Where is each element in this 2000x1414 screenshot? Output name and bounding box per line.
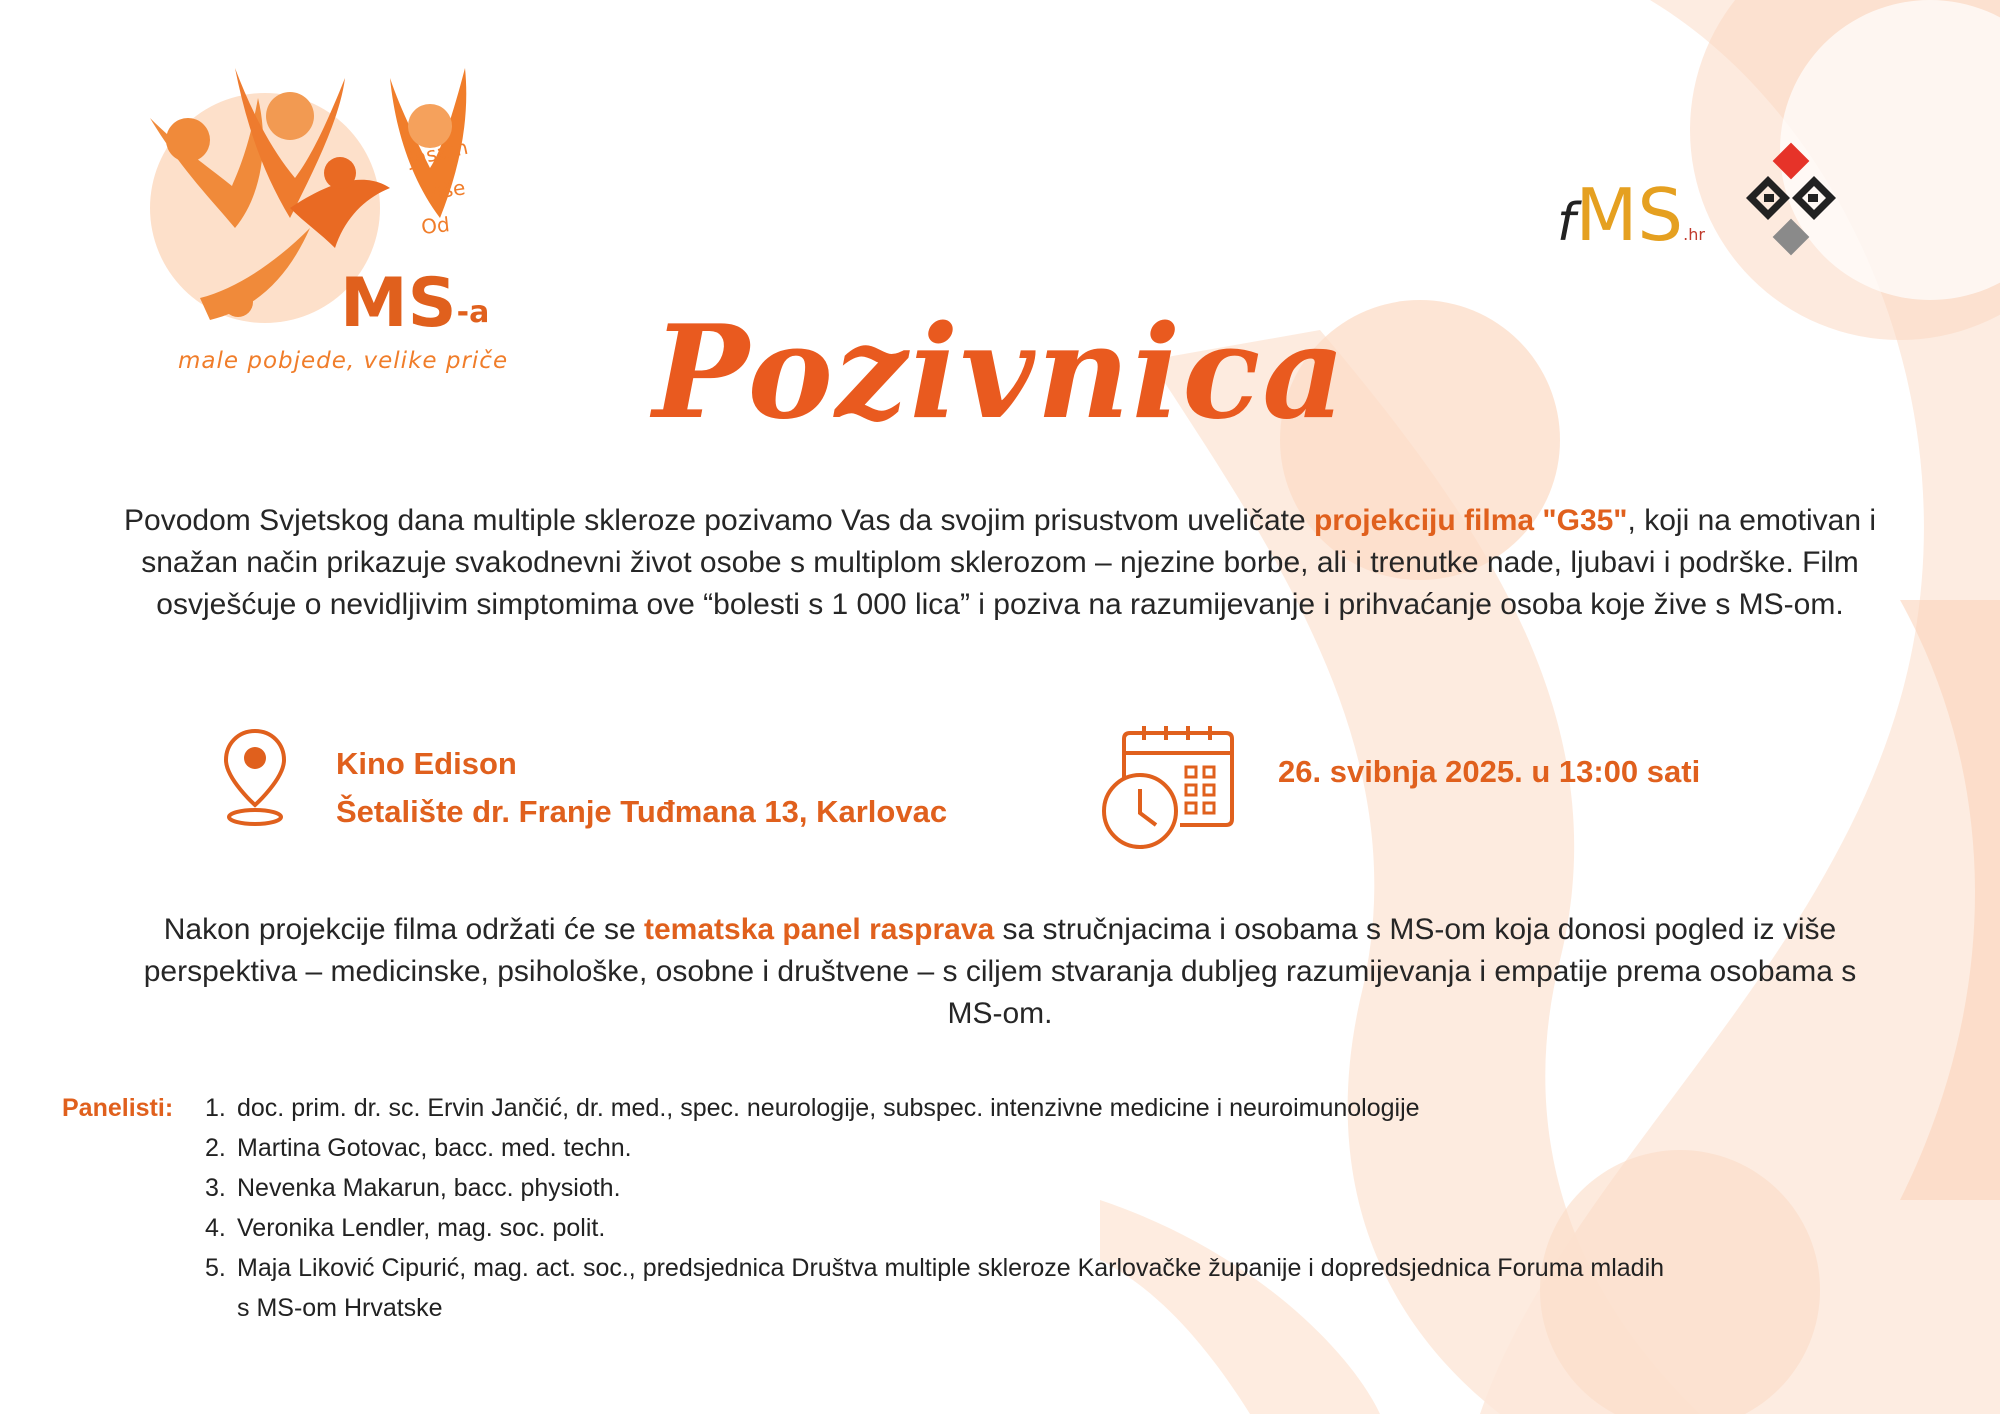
panel-highlight: tematska panel rasprava [643,913,995,946]
logo-word-2: Više [422,175,467,205]
film-highlight: projekciju filma "G35" [1313,504,1628,537]
list-item: 5. Maja Liković Cipurić, mag. act. soc., predsjednica Društva multiple skleroze Karlovačke županije i dopredsjednica Foruma mladih s MS-om Hrvatske [205,1254,1665,1322]
list-item: 1. doc. prim. dr. sc. Ervin Jančić, dr. med., spec. neurologije, subspec. intenzivne medicine i neuroimunologije [205,1094,1420,1122]
venue-address: Šetalište dr. Franje Tuđmana 13, Karlovac [336,794,948,829]
list-item: 3. Nevenka Makarun, bacc. physioth. [205,1174,621,1202]
invitation-title: Pozivnica [652,298,1348,448]
karlovac-society-logo [1746,143,1836,256]
logo-word-3: Od [420,212,451,239]
logo-tagline: male pobjede, velike priče [178,348,509,374]
panelists-label: Panelisti: [62,1094,174,1122]
logo-brand: MS-a [340,264,490,343]
list-item: 4. Veronika Lendler, mag. soc. polit. [205,1214,606,1242]
venue-name: Kino Edison [336,746,517,781]
partner-logos [1555,140,1865,270]
list-item: 2. Martina Gotovac, bacc. med. techn. [205,1134,632,1162]
calendar-clock-icon [1100,725,1236,851]
panelists-list [205,1088,1805,1328]
event-datetime: 26. svibnja 2025. u 13:00 sati [1278,754,1701,789]
discussion-paragraph: Nakon projekcije filma održati će se tematska panel rasprava sa stručnjacima i osobama s MS-om koja donosi pogled iz više perspektiva – medicinske, psihološke, osobne i društvene – s ciljem stvaranja dubljeg razumijevanja i empatije prema osobama s MS-om. [143,913,1857,1030]
location-block [336,740,947,836]
fms-logo: fMS.hr [1557,173,1705,257]
intro-paragraph: Povodom Svjetskog dana multiple skleroze pozivamo Vas da svojim prisustvom uveličate projekciju filma "G35", koji na emotivan i snažan način prikazuje svakodnevni život osobe s multiplom sklerozom – njezine borbe, ali i trenutke nade, ljubavi i podrške. Film osvješćuje o nevidljivim simptomima ove “bolesti s 1 000 lica” i poziva na razumijevanje i prihvaćanje osoba koje žive s MS-om. [124,504,1876,621]
map-pin-icon [222,727,288,827]
logo-word-1: Jasam [406,134,471,171]
